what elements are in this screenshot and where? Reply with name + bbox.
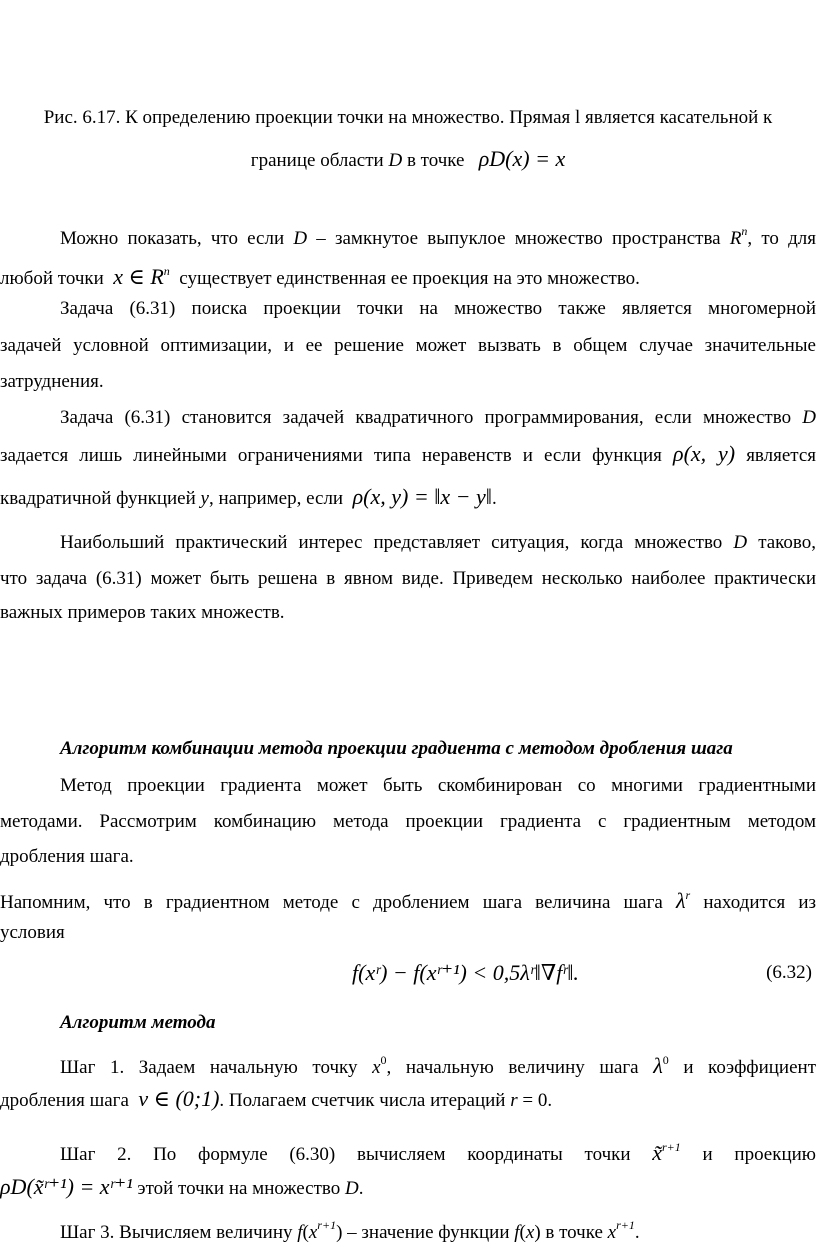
text: Задача (6.31) становится задачей квадратичного программирования, если множество	[60, 407, 792, 428]
figure-caption-line2	[0, 146, 816, 174]
text: дробления шага.	[0, 846, 134, 867]
text: любой точки	[0, 268, 104, 289]
inequality-formula: f(xʳ) − f(xʳ⁺¹) < 0,5λʳ‖∇fʳ‖.	[352, 960, 579, 985]
heading-text: Алгоритм комбинации метода проекции градиента с методом дробления шага	[60, 738, 733, 759]
text: Шаг 2. По формуле (6.30) вычисляем координаты точки	[60, 1144, 631, 1165]
step2-line2	[0, 1174, 816, 1202]
sup-0: 0	[380, 1053, 387, 1067]
var-x: x	[607, 1222, 617, 1243]
text: затруднения.	[0, 371, 104, 392]
text: условия	[0, 922, 65, 943]
x-tilde: x̃	[652, 1140, 663, 1165]
set-D: D	[388, 150, 403, 171]
algorithm-heading	[60, 1010, 460, 1036]
text: Задача (6.31) поиска проекции точки на множество также является многомерной	[60, 298, 816, 319]
text: – значение функции	[347, 1222, 510, 1243]
text: Наибольший практический интерес представляет ситуация, когда множество	[60, 532, 723, 553]
set-D: D	[345, 1178, 359, 1199]
equation-6-32	[0, 960, 816, 990]
sup-r-plus-1: r+1	[616, 1218, 635, 1232]
text: = 0.	[522, 1090, 553, 1111]
text: дробления шага	[0, 1090, 129, 1111]
var-x: x	[372, 1057, 381, 1078]
text: Шаг 3. Вычисляем величину	[60, 1222, 293, 1243]
para3-line1	[0, 405, 816, 431]
text: .	[634, 1222, 640, 1243]
text: таково,	[758, 532, 816, 553]
para3-line2	[0, 441, 816, 469]
text: .	[358, 1178, 364, 1199]
para3-line3	[0, 484, 816, 512]
text: Напомним, что в градиентном методе с дроблением шага величина шага	[0, 892, 663, 913]
text: в точке	[545, 1222, 603, 1243]
sup-r: r	[685, 888, 691, 902]
text: находится из	[703, 892, 816, 913]
text: Можно показать, что если	[60, 228, 285, 249]
projection-formula: ρD(x) = x	[478, 146, 566, 171]
sup-r-plus-1: r+1	[317, 1218, 337, 1232]
text: этой точки на множество	[137, 1178, 341, 1199]
text: .	[491, 488, 497, 509]
set-D: D	[733, 532, 748, 553]
space-R: R	[729, 228, 742, 249]
text: Шаг 1. Задаем начальную точку	[60, 1057, 358, 1078]
text: задается лишь линейными ограничениями типа неравенств и если функция	[0, 445, 662, 466]
text: и коэффициент	[683, 1057, 816, 1078]
para2-line1	[0, 296, 816, 322]
para4-line3	[0, 600, 816, 626]
para6-line2	[0, 920, 816, 946]
step1-line2	[0, 1086, 816, 1114]
text: , начальную величину шага	[386, 1057, 639, 1078]
dim-n: n	[741, 224, 748, 238]
para4-line1	[0, 530, 816, 556]
text: является	[746, 445, 816, 466]
para4-line2	[0, 566, 816, 592]
nu-formula: ν ∈ (0;1)	[138, 1086, 220, 1111]
projection-formula: ρD(x̃ʳ⁺¹) = xʳ⁺¹	[0, 1174, 133, 1199]
caption-text: Рис. 6.17. К определению проекции точки на множество. Прямая l является касательной к	[43, 107, 773, 128]
text: . Полагаем счетчик числа итераций	[219, 1090, 506, 1111]
set-D: D	[293, 228, 308, 249]
step1-line1	[0, 1047, 816, 1081]
caption-text-2: границе области	[250, 150, 384, 171]
para1-line1	[0, 218, 816, 252]
var-x: x	[525, 1222, 535, 1243]
heading-text: Алгоритм метода	[60, 1012, 216, 1033]
text: существует единственная ее проекция на это множество.	[179, 268, 640, 289]
lambda-symbol: λ	[653, 1053, 663, 1078]
para6-line1	[0, 882, 816, 916]
step3-line: Шаг 3. Вычисляем величину $f(x^{r+1})$ – значение функции f(x) в точке $x^{r+1}$.	[60, 1218, 640, 1243]
text: методами. Рассмотрим комбинацию метода проекции градиента с градиентным методом	[0, 811, 816, 832]
text: и проекцию	[702, 1144, 816, 1165]
text: Метод проекции градиента может быть скомбинирован со многими градиентными	[60, 775, 816, 796]
func-f: f	[297, 1222, 303, 1243]
set-D: D	[802, 407, 816, 428]
section-heading	[60, 736, 800, 762]
sup-r-plus-1: r+1	[662, 1140, 681, 1154]
text: задачей условной оптимизации, и ее решение может вызвать в общем случае значительные	[0, 335, 816, 356]
text: , например, если	[208, 488, 344, 509]
caption-tail: в точке	[406, 150, 465, 171]
var-x: x	[308, 1222, 318, 1243]
text: , то для	[747, 228, 816, 249]
rho-formula: ρ(x, y)	[673, 441, 736, 466]
text: важных примеров таких множеств.	[0, 602, 285, 623]
para5-line2	[0, 809, 816, 835]
text: что задача (6.31) может быть решена в явном виде. Приведем несколько наиболее практически	[0, 568, 816, 589]
var-r: r	[510, 1090, 518, 1111]
figure-caption-line1	[0, 105, 816, 131]
formula-x-in-R: x ∈ R	[113, 264, 164, 289]
sup-0: 0	[662, 1053, 669, 1067]
para5-line1	[0, 773, 816, 799]
text: квадратичной функцией	[0, 488, 196, 509]
para1-line2	[0, 258, 816, 292]
norm-formula: ρ(x, y) = ‖x − y‖	[352, 484, 492, 509]
para5-line3	[0, 844, 816, 870]
text: – замкнутое выпуклое множество пространства	[316, 228, 721, 249]
para2-line3	[0, 369, 816, 395]
func-f: f	[514, 1222, 520, 1243]
dim-n: n	[163, 264, 170, 278]
lambda-symbol: λ	[675, 888, 686, 913]
step2-line1	[0, 1134, 816, 1168]
equation-number: (6.32)	[766, 962, 812, 983]
para2-line2	[0, 333, 816, 359]
var-y: y	[200, 488, 209, 509]
